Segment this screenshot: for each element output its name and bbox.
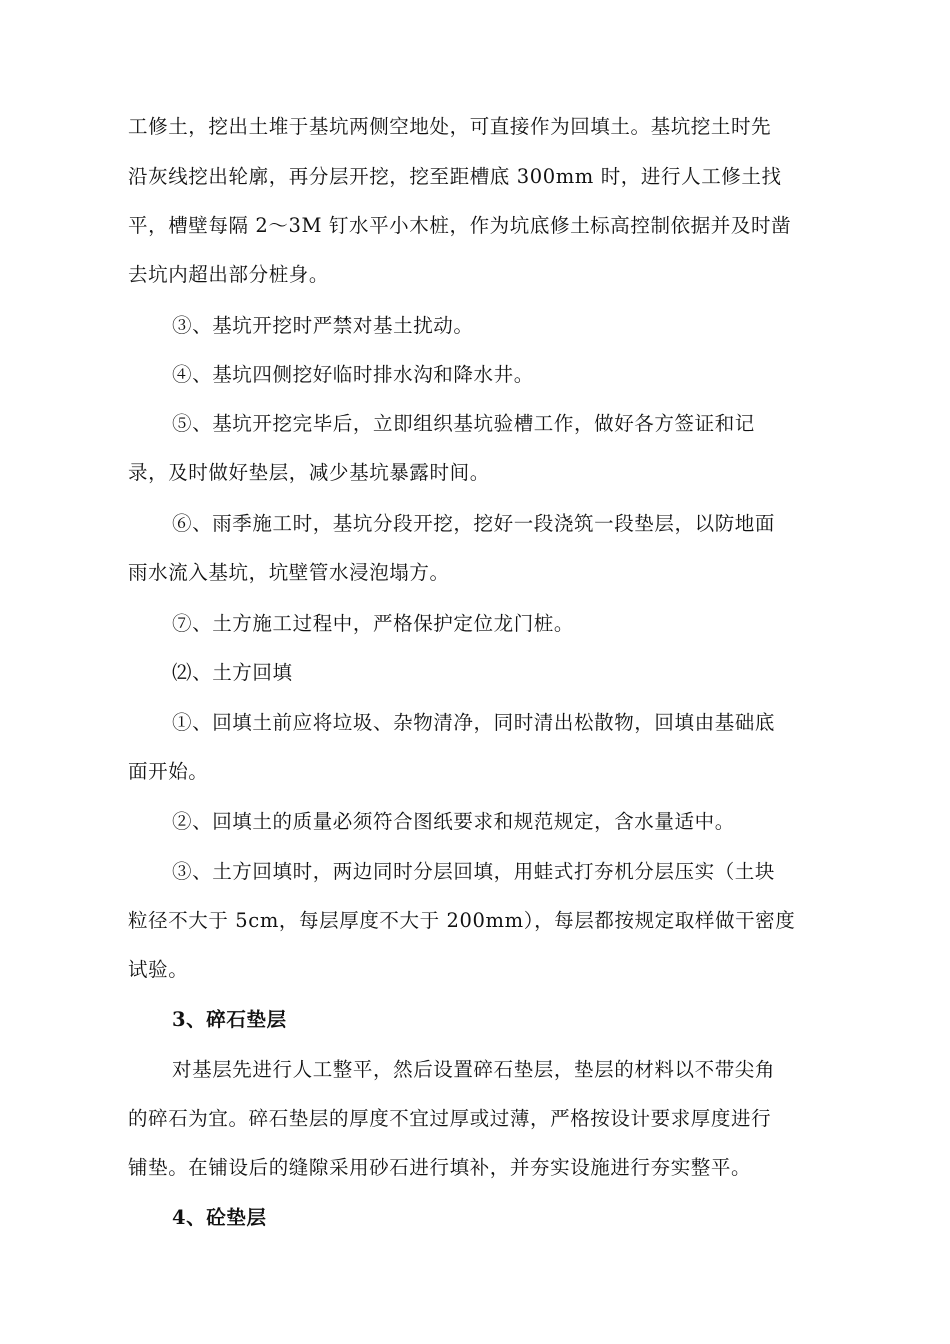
list-item: ①、回填土前应将垃圾、杂物清净，同时清出松散物，回填由基础底 xyxy=(172,711,776,734)
list-item: ③、土方回填时，两边同时分层回填，用蛙式打夯机分层压实（土块 xyxy=(172,860,776,883)
paragraph-line: 去坑内超出部分桩身。 xyxy=(128,263,330,286)
section-heading: 4、砼垫层 xyxy=(172,1206,267,1229)
paragraph-line: 面开始。 xyxy=(128,760,209,783)
list-item: ⑥、雨季施工时，基坑分段开挖，挖好一段浇筑一段垫层，以防地面 xyxy=(172,512,776,535)
paragraph-line: 沿灰线挖出轮廓，再分层开挖，挖至距槽底 300mm 时，进行人工修土找 xyxy=(128,165,782,188)
paragraph-line: 粒径不大于 5cm，每层厚度不大于 200mm），每层都按规定取样做干密度 xyxy=(128,909,796,932)
paragraph-line: 平，槽壁每隔 2～3M 钉水平小木桩，作为坑底修土标高控制依据并及时凿 xyxy=(128,214,792,237)
section-heading: 3、碎石垫层 xyxy=(172,1008,287,1031)
list-item: ③、基坑开挖时严禁对基土扰动。 xyxy=(172,314,474,337)
paragraph-line: 雨水流入基坑，坑壁管水浸泡塌方。 xyxy=(128,561,450,584)
paragraph-line: 工修土，挖出土堆于基坑两侧空地处，可直接作为回填土。基坑挖土时先 xyxy=(128,115,772,138)
paragraph-line: 对基层先进行人工整平，然后设置碎石垫层，垫层的材料以不带尖角 xyxy=(172,1058,776,1081)
paragraph-line: 铺垫。在铺设后的缝隙采用砂石进行填补，并夯实设施进行夯实整平。 xyxy=(128,1156,752,1179)
paragraph-line: 试验。 xyxy=(128,958,189,981)
list-item: ⑤、基坑开挖完毕后，立即组织基坑验槽工作，做好各方签证和记 xyxy=(172,412,755,435)
paragraph-line: 录，及时做好垫层，减少基坑暴露时间。 xyxy=(128,461,490,484)
list-item: ④、基坑四侧挖好临时排水沟和降水井。 xyxy=(172,363,534,386)
list-item: ⑦、土方施工过程中，严格保护定位龙门桩。 xyxy=(172,612,575,635)
paragraph-line: 的碎石为宜。碎石垫层的厚度不宜过厚或过薄，严格按设计要求厚度进行 xyxy=(128,1107,772,1130)
section-heading: ⑵、土方回填 xyxy=(172,661,293,684)
list-item: ②、回填土的质量必须符合图纸要求和规范规定，含水量适中。 xyxy=(172,810,735,833)
